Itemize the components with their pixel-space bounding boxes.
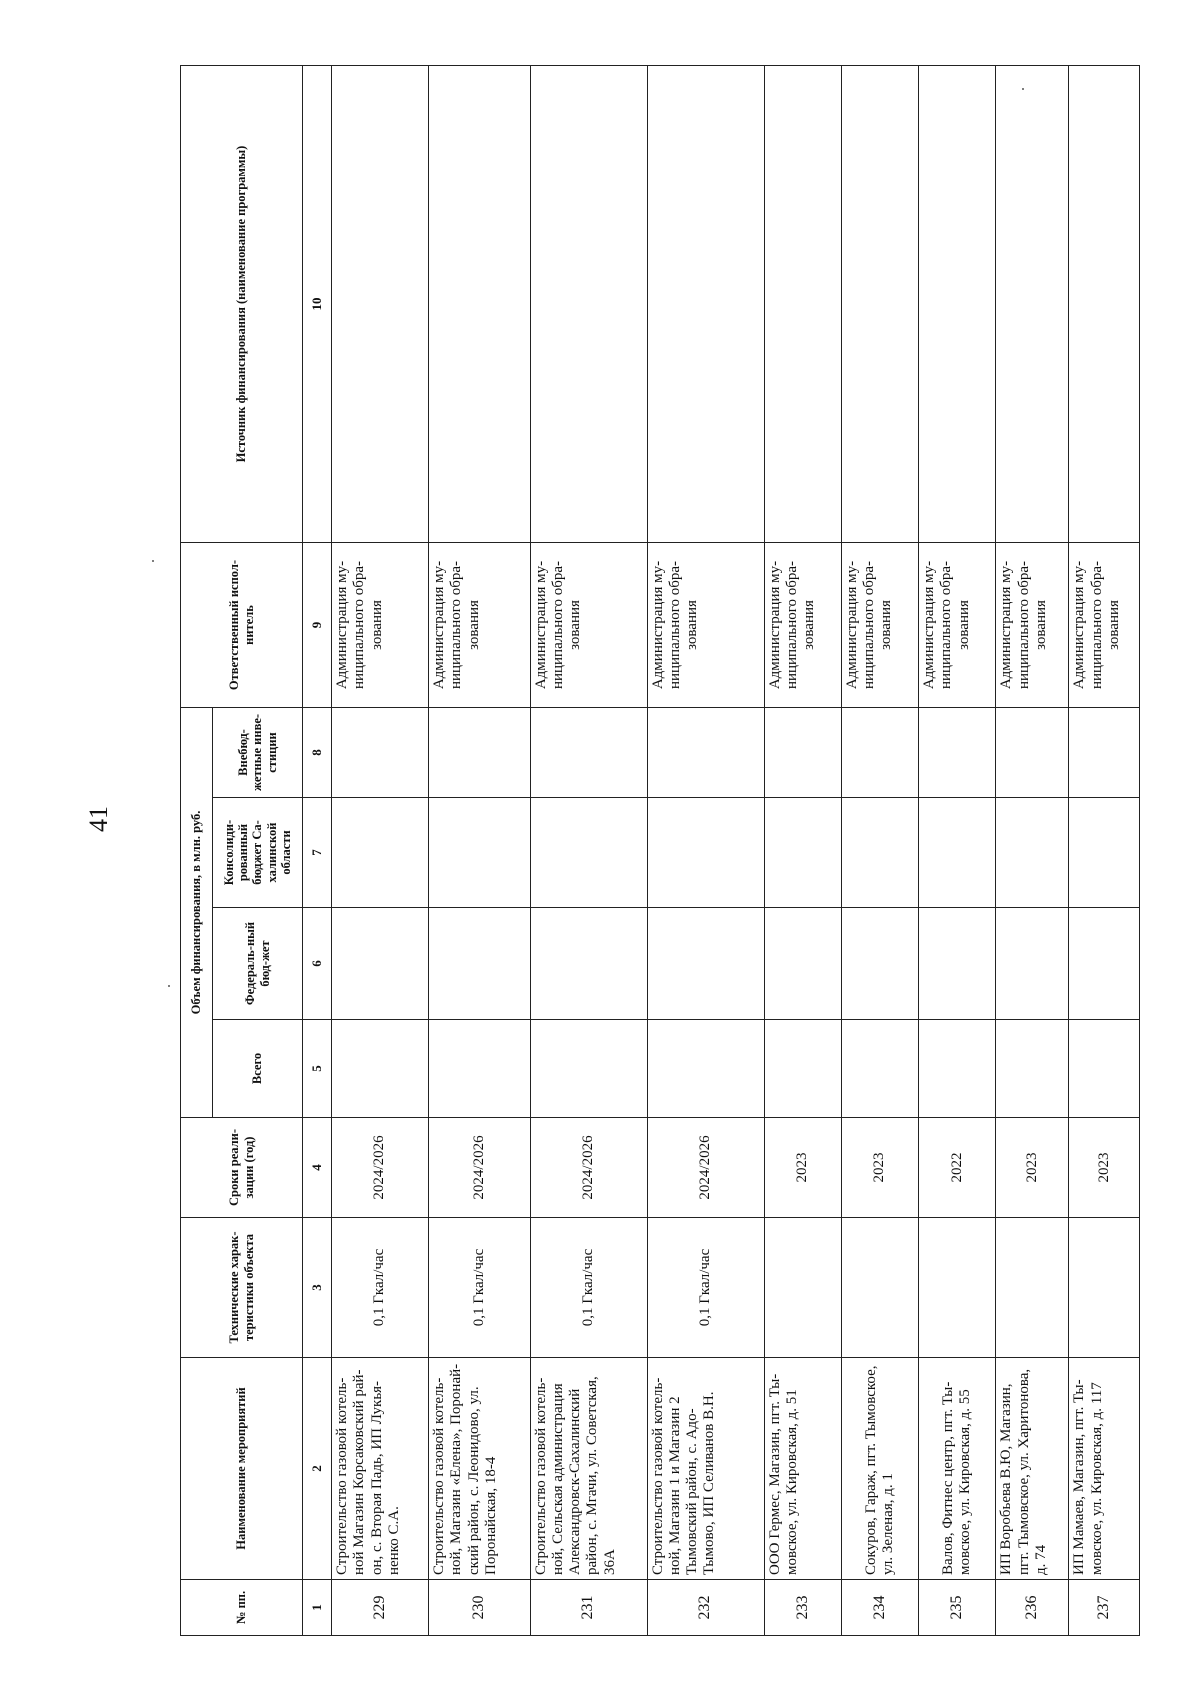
responsible-executor: Администрация му-ниципального обра-зования: [530, 543, 647, 708]
header-technical-specs: Технические харак-теристики объекта: [181, 1218, 303, 1358]
row-number: 234: [841, 1580, 918, 1636]
event-name: Строительство газовой котель-ной, Магазин «Елена», Поронай-ский район, с. Леонидово, ул. Поронайская, 18-4: [429, 1358, 531, 1580]
regional-amount: [647, 798, 764, 908]
row-number: 235: [919, 1580, 996, 1636]
financing-source: [332, 66, 429, 543]
technical-spec: 0,1 Гкал/час: [530, 1218, 647, 1358]
column-number: 1: [303, 1580, 332, 1636]
event-name: ИП Мамаев, Магазин, пгт. Ты-мовское, ул. Кировская, д. 117: [1069, 1358, 1140, 1580]
header-federal-budget: Федераль-ный бюд-жет: [213, 908, 303, 1020]
federal-amount: [764, 908, 841, 1020]
federal-amount: [996, 908, 1069, 1020]
responsible-executor: Администрация му-ниципального обра-зования: [764, 543, 841, 708]
column-number: 3: [303, 1218, 332, 1358]
table-row: [647, 66, 764, 1636]
event-name: ИП Воробьева В.Ю, Магазин, пгт. Тымовское, ул. Харитонова, д. 74: [996, 1358, 1069, 1580]
technical-spec: 0,1 Гкал/час: [647, 1218, 764, 1358]
extrabudgetary-amount: [647, 708, 764, 798]
financing-source: [647, 66, 764, 543]
regional-amount: [919, 798, 996, 908]
table-row: [332, 66, 429, 1636]
column-number: 6: [303, 908, 332, 1020]
row-number: 231: [530, 1580, 647, 1636]
header-extrabudgetary: Внебюд-жетные инве-стиции: [213, 708, 303, 798]
implementation-period: 2024/2026: [429, 1118, 531, 1218]
total-amount: [1069, 1020, 1140, 1118]
column-number: 10: [303, 66, 332, 543]
column-number: 2: [303, 1358, 332, 1580]
column-number: 5: [303, 1020, 332, 1118]
table-row: [1069, 66, 1140, 1636]
extrabudgetary-amount: [996, 708, 1069, 798]
column-number: 8: [303, 708, 332, 798]
federal-amount: [429, 908, 531, 1020]
header-event-name: Наименование мероприятий: [181, 1358, 303, 1580]
regional-amount: [530, 798, 647, 908]
extrabudgetary-amount: [919, 708, 996, 798]
financing-source: [1069, 66, 1140, 543]
federal-amount: [332, 908, 429, 1020]
column-number: 4: [303, 1118, 332, 1218]
responsible-executor: Администрация му-ниципального обра-зования: [429, 543, 531, 708]
extrabudgetary-amount: [764, 708, 841, 798]
header-financing-volume: Объем финансирования, в млн. руб.: [181, 708, 213, 1118]
financing-source: [429, 66, 531, 543]
technical-spec: 0,1 Гкал/час: [332, 1218, 429, 1358]
row-number: 233: [764, 1580, 841, 1636]
technical-spec: [1069, 1218, 1140, 1358]
regional-amount: [332, 798, 429, 908]
event-name: Валов, Фитнес центр, пгт. Ты-мовское, ул. Кировская, д. 55: [919, 1358, 996, 1580]
implementation-period: 2023: [1069, 1118, 1140, 1218]
header-regional-budget: Консолиди-рованный бюджет Са-халинской области: [213, 798, 303, 908]
header-row-number: № пп.: [181, 1580, 303, 1636]
column-number: 9: [303, 543, 332, 708]
total-amount: [996, 1020, 1069, 1118]
row-number: 232: [647, 1580, 764, 1636]
implementation-period: 2024/2026: [530, 1118, 647, 1218]
responsible-executor: Администрация му-ниципального обра-зования: [919, 543, 996, 708]
table-row: [919, 66, 996, 1636]
responsible-executor: Администрация му-ниципального обра-зования: [332, 543, 429, 708]
technical-spec: [919, 1218, 996, 1358]
extrabudgetary-amount: [332, 708, 429, 798]
financing-source: [919, 66, 996, 543]
regional-amount: [1069, 798, 1140, 908]
header-implementation-period: Сроки реали-зации (год): [181, 1118, 303, 1218]
header-financing-source: Источник финансирования (наименование программы): [181, 66, 303, 543]
regional-amount: [841, 798, 918, 908]
responsible-executor: Администрация му-ниципального обра-зования: [841, 543, 918, 708]
extrabudgetary-amount: [1069, 708, 1140, 798]
implementation-period: 2023: [996, 1118, 1069, 1218]
responsible-executor: Администрация му-ниципального обра-зования: [1069, 543, 1140, 708]
federal-amount: [530, 908, 647, 1020]
federal-amount: [1069, 908, 1140, 1020]
financing-source: [530, 66, 647, 543]
federal-amount: [841, 908, 918, 1020]
technical-spec: [996, 1218, 1069, 1358]
financing-source: [996, 66, 1069, 543]
extrabudgetary-amount: [841, 708, 918, 798]
event-name: Строительство газовой котель-ной, Магазин 1 и Магазин 2 Тымовский район, с. Адо-Тымово, ИП Селиванов В.Н.: [647, 1358, 764, 1580]
table-row: [996, 66, 1069, 1636]
financing-table: [180, 65, 1140, 1636]
table-row: [841, 66, 918, 1636]
event-name: Строительство газовой котель-ной, Сельская администрация Александровск-Сахалинский район, с. Мгачи, ул. Советская, 36А: [530, 1358, 647, 1580]
table-row: [764, 66, 841, 1636]
event-name: Сокуров, Гараж, пгт. Тымовское, ул. Зеленая, д. 1: [841, 1358, 918, 1580]
row-number: 236: [996, 1580, 1069, 1636]
total-amount: [764, 1020, 841, 1118]
regional-amount: [429, 798, 531, 908]
scan-speck: [168, 985, 170, 987]
regional-amount: [764, 798, 841, 908]
table-row: [530, 66, 647, 1636]
extrabudgetary-amount: [429, 708, 531, 798]
rotated-table-sheet: [180, 66, 1140, 1636]
responsible-executor: Администрация му-ниципального обра-зования: [647, 543, 764, 708]
responsible-executor: Администрация му-ниципального обра-зования: [996, 543, 1069, 708]
total-amount: [841, 1020, 918, 1118]
row-number: 237: [1069, 1580, 1140, 1636]
technical-spec: 0,1 Гкал/час: [429, 1218, 531, 1358]
event-name: ООО Гермес, Магазин, пгт. Ты-мовское, ул. Кировская, д. 51: [764, 1358, 841, 1580]
event-name: Строительство газовой котель-ной Магазин Корсаковский рай-он, с. Вторая Падь, ИП Лукья-ненко С.А.: [332, 1358, 429, 1580]
financing-source: [764, 66, 841, 543]
total-amount: [530, 1020, 647, 1118]
technical-spec: [764, 1218, 841, 1358]
total-amount: [647, 1020, 764, 1118]
extrabudgetary-amount: [530, 708, 647, 798]
column-number: 7: [303, 798, 332, 908]
federal-amount: [919, 908, 996, 1020]
scan-speck: [152, 560, 154, 562]
row-number: 230: [429, 1580, 531, 1636]
total-amount: [332, 1020, 429, 1118]
implementation-period: 2023: [764, 1118, 841, 1218]
table-row: [429, 66, 531, 1636]
regional-amount: [996, 798, 1069, 908]
row-number: 229: [332, 1580, 429, 1636]
header-total: Всего: [213, 1020, 303, 1118]
implementation-period: 2024/2026: [647, 1118, 764, 1218]
total-amount: [919, 1020, 996, 1118]
implementation-period: 2023: [841, 1118, 918, 1218]
federal-amount: [647, 908, 764, 1020]
total-amount: [429, 1020, 531, 1118]
page-number: 41: [84, 806, 113, 832]
technical-spec: [841, 1218, 918, 1358]
implementation-period: 2024/2026: [332, 1118, 429, 1218]
header-responsible-executor: Ответственный испол-нитель: [181, 543, 303, 708]
implementation-period: 2022: [919, 1118, 996, 1218]
financing-source: [841, 66, 918, 543]
